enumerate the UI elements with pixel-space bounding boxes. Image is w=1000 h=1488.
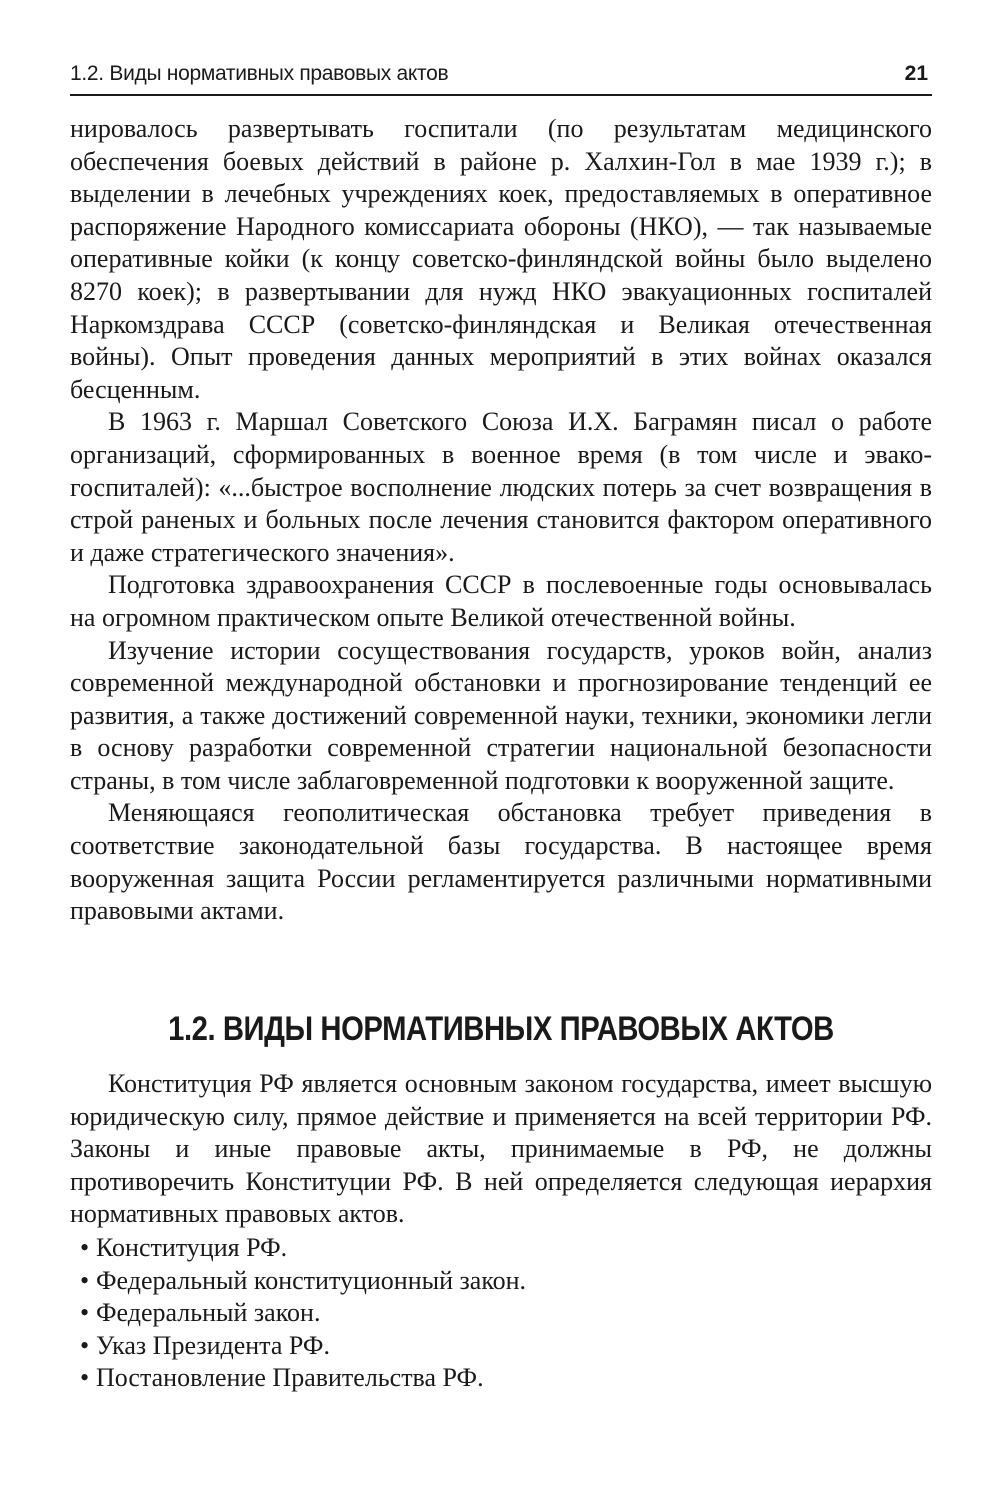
- list-item: [70, 1232, 932, 1265]
- list-item: [70, 1362, 932, 1395]
- list-item-text: Конституция РФ.: [96, 1233, 288, 1262]
- running-head-title: 1.2. Виды нормативных правовых актов: [70, 62, 449, 85]
- body-text-after-heading: [70, 1068, 932, 1231]
- paragraph: Изучение истории сосуществования государств, уроков войн, анализ современной международной обстановки и прогнозирование тенденций ее развития, а также достижений современной науки, техники, экономики легли в основу разработки современной стратегии национальной безопасности страны, в том числе заблаговременной подготовки к вооруженной защите.: [70, 635, 932, 795]
- hierarchy-list: [70, 1232, 932, 1395]
- list-item-text: Указ Президента РФ.: [96, 1330, 330, 1360]
- page-number: 21: [904, 62, 928, 85]
- section-heading: 1.2. ВИДЫ НОРМАТИВНЫХ ПРАВОВЫХ АКТОВ: [168, 1010, 834, 1048]
- bullet-icon: •: [80, 1265, 90, 1295]
- bullet-icon: •: [80, 1298, 90, 1328]
- list-item: [70, 1330, 932, 1363]
- bullet-icon: •: [80, 1363, 90, 1393]
- body-text-before-heading: [70, 113, 932, 928]
- bullet-icon: •: [80, 1233, 90, 1262]
- paragraph: В 1963 г. Маршал Советского Союза И.Х. Баграмян писал о работе организаций, сформированных в военное время (в том числе и эвакогоспиталей): «...быстрое восполнение людских потерь за счет возвращения в строй раненых и больных после лечения становится фактором оперативного и даже стратегического значения».: [70, 407, 932, 567]
- paragraph-continuation: нировалось развертывать госпитали (по результатам медицинского обеспечения боевых действий в районе р. Халхин-Гол в мае 1939 г.); в выделении в лечебных учреждениях коек, предоставляемых в оперативное распоряжение Народного комиссариата обороны (НКО), — так называемые оперативные койки (к концу советско-финляндской войны было выделено 8270 коек); в развертывании для нужд НКО эвакуационных госпиталей Наркомздрава СССР (советско-финляндская и Великая отечественная войны). Опыт проведения данных мероприятий в этих войнах оказался бесценным.: [70, 114, 932, 404]
- list-item-text: Федеральный закон.: [96, 1298, 321, 1328]
- running-head: [70, 58, 932, 96]
- list-item-text: Постановление Правительства РФ.: [96, 1363, 484, 1393]
- list-item-text: Федеральный конституционный закон.: [96, 1265, 527, 1295]
- paragraph: Конституция РФ является основным законом государства, имеет высшую юридическую силу, прямое действие и применяется на всей территории РФ. Законы и иные правовые акты, принимаемые в РФ, не должны противоречить Конституции РФ. В ней определяется следующая иерархия нормативных правовых актов.: [70, 1069, 932, 1229]
- paragraph: Подготовка здравоохранения СССР в послевоенные годы основывалась на огромном практическом опыте Великой отечественной войны.: [70, 570, 932, 632]
- paragraph: Меняющаяся геополитическая обстановка требует приведения в соответствие законодательной базы государства. В настоящее время вооруженная защита России регламентируется различными нормативными правовыми актами.: [70, 798, 932, 926]
- list-item: [70, 1297, 932, 1330]
- list-item: [70, 1265, 932, 1298]
- bullet-icon: •: [80, 1330, 90, 1360]
